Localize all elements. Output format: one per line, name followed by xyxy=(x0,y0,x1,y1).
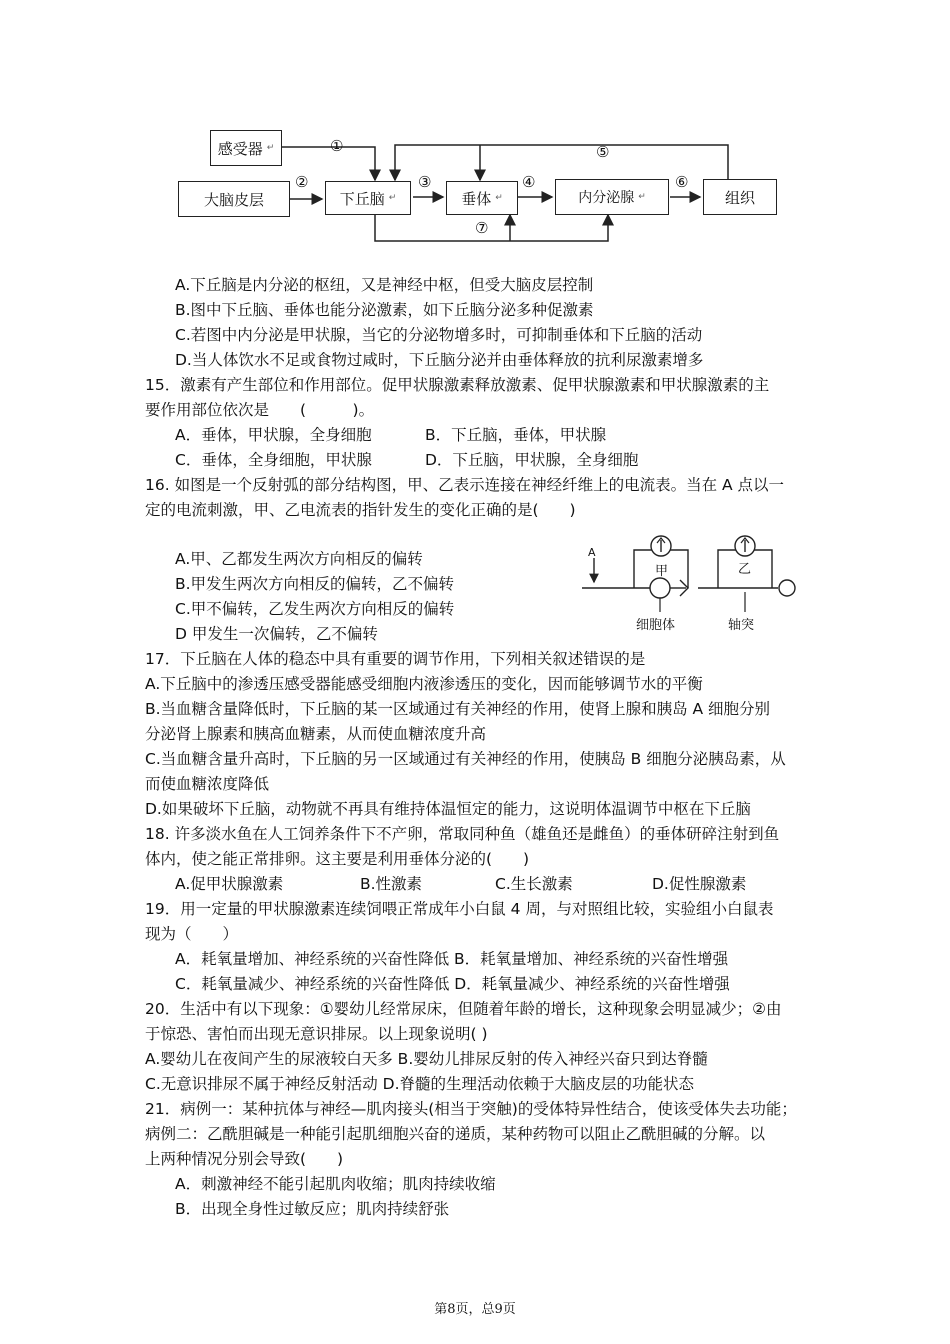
gland-label: 内分泌腺 xyxy=(578,190,635,206)
page-footer: 第8页，总9页 xyxy=(434,1302,516,1317)
meter-jia-label: 甲 xyxy=(655,564,669,579)
q18-option-d: D.促性腺激素 xyxy=(652,875,747,893)
q14-option-c: C.若图中内分泌是甲状腺，当它的分泌物增多时，可抑制垂体和下丘脑的活动 xyxy=(175,326,703,344)
pituitary-label: 垂体 xyxy=(461,189,492,208)
q19-options-ab: A．耗氧量增加、神经系统的兴奋性降低 B．耗氧量增加、神经系统的兴奋性增强 xyxy=(175,950,729,968)
q15-stem-1: 15．激素有产生部位和作用部位。促甲状腺激素释放激素、促甲状腺激素和甲状腺激素的主 xyxy=(145,376,770,394)
q16-stem-2: 定的电流刺激，甲、乙电流表的指针发生的变化正确的是( ) xyxy=(145,501,576,519)
meter-yi-label: 乙 xyxy=(738,562,752,577)
q15-option-d: D．下丘脑，甲状腺，全身细胞 xyxy=(425,451,639,469)
mark-5: ⑤ xyxy=(596,143,610,161)
q18-stem-1: 18. 许多淡水鱼在人工饲养条件下不产卵，常取同种鱼（雄鱼还是雌鱼）的垂体研碎注射到鱼 xyxy=(145,825,780,843)
q19-stem-1: 19．用一定量的甲状腺激素连续饲喂正常成年小白鼠 4 周，与对照组比较，实验组小白鼠表 xyxy=(145,900,774,918)
cortex-label: 大脑皮层 xyxy=(203,190,264,209)
reflex-arc-figure xyxy=(578,532,808,632)
q14-option-a: A.下丘脑是内分泌的枢纽，又是神经中枢，但受大脑皮层控制 xyxy=(175,276,594,294)
q16-stem-1: 16. 如图是一个反射弧的部分结构图，甲、乙表示连接在神经纤维上的电流表。当在 A 点以一 xyxy=(145,476,785,494)
cortex-box xyxy=(178,181,290,217)
q16-option-d: D 甲发生一次偏转，乙不偏转 xyxy=(175,625,378,643)
q17-stem: 17．下丘脑在人体的稳态中具有重要的调节作用，下列相关叙述错误的是 xyxy=(145,650,646,668)
q18-stem-2: 体内，使之能正常排卵。这主要是利用垂体分泌的( ) xyxy=(145,850,530,868)
q16-option-a: A.甲、乙都发生两次方向相反的偏转 xyxy=(175,550,423,568)
q17-line-1: A.下丘脑中的渗透压感受器能感受细胞内液渗透压的变化，因而能够调节水的平衡 xyxy=(145,675,703,693)
tissue-label: 组织 xyxy=(724,188,755,207)
q20-stem-2: 于惊恐、害怕而出现无意识排尿。以上现象说明( ) xyxy=(145,1025,488,1043)
q17-line-3: 分泌肾上腺素和胰高血糖素，从而使血糖浓度升高 xyxy=(145,725,487,743)
hypothalamus-box: 下丘脑 ↵ xyxy=(325,181,411,215)
q17-line-5: 而使血糖浓度降低 xyxy=(145,775,270,793)
point-a-label: A xyxy=(588,546,596,559)
mark-2: ② xyxy=(295,173,309,191)
cell-body-label: 细胞体 xyxy=(636,618,676,633)
hormone-regulation-diagram xyxy=(170,125,790,250)
q20-options-ab: A.婴幼儿在夜间产生的尿液较白天多 B.婴幼儿排尿反射的传入神经兴奋只到达脊髓 xyxy=(145,1050,708,1068)
reflex-arc-drawing xyxy=(578,532,808,632)
q21-stem-2: 病例二：乙酰胆碱是一种能引起肌细胞兴奋的递质，某种药物可以阻止乙酰胆碱的分解。以 xyxy=(145,1125,766,1143)
q18-option-b: B.性激素 xyxy=(360,875,423,893)
q17-line-6: D.如果破坏下丘脑，动物就不再具有维持体温恒定的能力，这说明体温调节中枢在下丘脑 xyxy=(145,800,751,818)
q14-option-d: D.当人体饮水不足或食物过咸时，下丘脑分泌并由垂体释放的抗利尿激素增多 xyxy=(175,351,704,369)
q19-options-cd: C．耗氧量减少、神经系统的兴奋性降低 D．耗氧量减少、神经系统的兴奋性增强 xyxy=(175,975,730,993)
q20-options-cd: C.无意识排尿不属于神经反射活动 D.脊髓的生理活动依赖于大脑皮层的功能状态 xyxy=(145,1075,695,1093)
q16-option-c: C.甲不偏转，乙发生两次方向相反的偏转 xyxy=(175,600,455,618)
q15-stem-2: 要作用部位依次是 ( )。 xyxy=(145,401,375,419)
mark-1: ① xyxy=(330,137,344,155)
receptor-box: 感受器 ↵ xyxy=(210,130,282,166)
q17-line-2: B.当血糖含量降低时，下丘脑的某一区域通过有关神经的作用，使肾上腺和胰岛 A 细胞分别 xyxy=(145,700,771,718)
gland-box: 内分泌腺 ↵ xyxy=(555,179,669,215)
q21-stem-3: 上两种情况分别会导致( ) xyxy=(145,1150,344,1168)
q15-option-c: C．垂体，全身细胞，甲状腺 xyxy=(175,451,372,469)
q18-option-a: A.促甲状腺激素 xyxy=(175,875,284,893)
q14-option-b: B.图中下丘脑、垂体也能分泌激素，如下丘脑分泌多种促激素 xyxy=(175,301,594,319)
q21-stem-1: 21．病例一：某种抗体与神经—肌肉接头(相当于突触)的受体特异性结合，使该受体失去功能； xyxy=(145,1100,797,1118)
mark-3: ③ xyxy=(418,173,432,191)
receptor-label: 感受器 xyxy=(217,139,263,158)
mark-7: ⑦ xyxy=(475,219,489,237)
axon-label: 轴突 xyxy=(728,618,755,633)
tissue-box xyxy=(703,179,777,215)
q15-option-a: A．垂体，甲状腺，全身细胞 xyxy=(175,426,372,444)
q18-option-c: C.生长激素 xyxy=(495,875,573,893)
q21-option-b: B．出现全身性过敏反应；肌肉持续舒张 xyxy=(175,1200,450,1218)
q17-line-4: C.当血糖含量升高时，下丘脑的另一区域通过有关神经的作用，使胰岛 B 细胞分泌胰岛素，从 xyxy=(145,750,786,768)
q16-option-b: B.甲发生两次方向相反的偏转，乙不偏转 xyxy=(175,575,455,593)
q19-stem-2: 现为（ ） xyxy=(145,925,239,943)
mark-4: ④ xyxy=(522,173,536,191)
q21-option-a: A．刺激神经不能引起肌肉收缩；肌肉持续收缩 xyxy=(175,1175,496,1193)
pituitary-box: 垂体 ↵ xyxy=(446,181,518,215)
q15-option-b: B．下丘脑，垂体，甲状腺 xyxy=(425,426,607,444)
hypothalamus-label: 下丘脑 xyxy=(339,189,385,208)
mark-6: ⑥ xyxy=(675,173,689,191)
q20-stem-1: 20．生活中有以下现象：①婴幼儿经常尿床，但随着年龄的增长，这种现象会明显减少；②由 xyxy=(145,1000,782,1018)
